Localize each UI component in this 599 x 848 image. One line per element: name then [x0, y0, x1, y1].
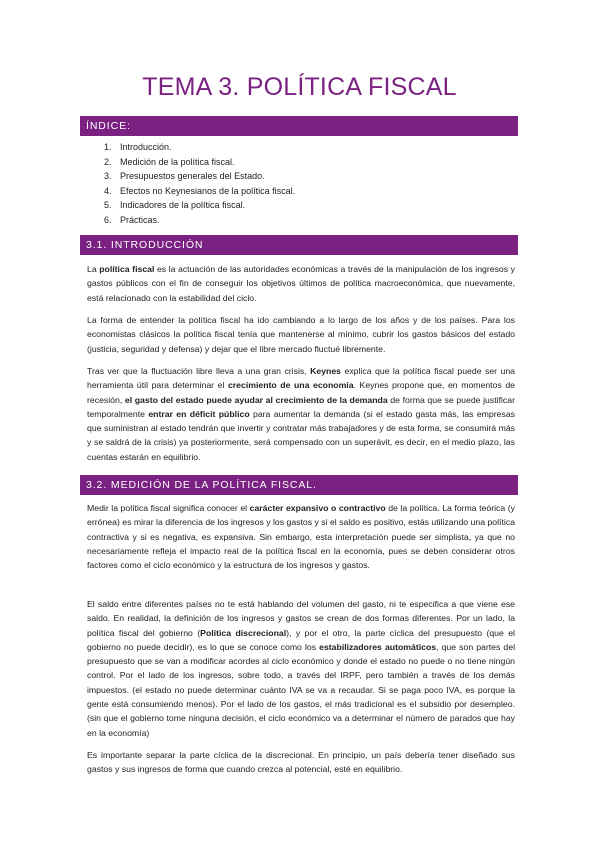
index-item: 4. Efectos no Keynesianos de la política fiscal.	[104, 185, 296, 196]
paragraph-measurement-balance: El saldo entre diferentes países no te está hablando del volumen del gasto, ni te especifica a que viene ese saldo. En realidad, la definición de los ingresos y gastos se crean de dos formas diferentes. Por un lado, la política fiscal del gobierno (Política discrecional), y por el otro, la parte cíclica del presupuesto (que el gobierno no puede decidir), es lo que se conoce como los estabilizadores automáticos, que son partes del presupuesto que se van a modificar acordes al ciclo económico y donde el estado no puede o no tiene ningún control. Por el lado de los ingresos, sobre todo, a través del IRPF, pero también a través de los demás impuestos. (el estado no puede determinar cuánto IVA se va a recaudar. Si se paga poco IVA, es porque la gente está consumiendo menos). Por el lado de los gastos, el más tradicional es el subsidio por desempleo. (sin que el gobierno tome ninguna decisión, el ciclo económico va a determinar el número de parados que hay en la economía)	[87, 599, 515, 738]
index-item: 6. Prácticas.	[104, 214, 160, 225]
paragraph-intro-history: La forma de entender la política fiscal ha ido cambiando a lo largo de los años y de los países. Para los economistas clásicos la política fiscal tenía que mantenerse al mínimo, cubrir los gastos básicos del estado (justicia, seguridad y defensa) y dejar que el libre mercado fluctué libremente.	[87, 315, 515, 354]
index-item: 1. Introducción.	[104, 142, 172, 152]
paragraph-intro-definition: La política fiscal es la actuación de las autoridades económicas a través de la manipulación de los ingresos y gastos públicos con el fin de conseguir los objetivos últimos de política macroeconómica, que nuevamente, está relacionado con la estabilidad del ciclo.	[87, 264, 515, 303]
section-heading-band	[80, 475, 518, 495]
index-heading-band	[80, 116, 518, 136]
index-item: 3. Presupuestos generales del Estado.	[104, 171, 265, 182]
section-heading-measurement: 3.2. MEDICIÓN DE LA POLÍTICA FISCAL.	[86, 479, 317, 491]
section-heading-introduction: 3.1. INTRODUCCIÓN	[86, 239, 204, 251]
index-list	[104, 140, 295, 228]
paragraph-intro-keynes: Tras ver que la fluctuación libre lleva a una gran crisis, Keynes explica que la política fiscal puede ser una herramienta útil para determinar el crecimiento de una economía. Keynes propone que, en momentos de recesión, el gasto del estado puede ayudar al crecimiento de la demanda de forma que se puede justificar temporalmente entrar en déficit público para aumentar la demanda (si el estado gasta más, las empresas que suministran al estado tendrán que invertir y contratar más trabajadores y de esta forma, se consumirá más y se saldrá de la crisis) ya posteriormente, será compensado con un superávit, es decir, en el medio plazo, las cuentas estarán en equilibrio.	[87, 366, 516, 462]
section-heading-band	[80, 235, 518, 255]
page-title: TEMA 3. POLÍTICA FISCAL	[142, 73, 457, 101]
index-heading: ÍNDICE:	[86, 120, 131, 132]
index-item: 2. Medición de la política fiscal.	[104, 156, 235, 167]
index-item: 5. Indicadores de la política fiscal.	[104, 200, 246, 211]
paragraph-measurement-intro: Medir la política fiscal significa conocer el carácter expansivo o contractivo de la política. La forma teórica (y errónea) es mirar la diferencia de los ingresos y los gastos y si el saldo es positivo, estás utilizando una política contractiva y si es negativa, es expansiva. Sin embargo, esta interpretación puede ser simplista, ya que no necesariamente refleja el impacto real de la política fiscal en la economía, pues se deben considerar otros factores como el ciclo económico y la estructura de los ingresos y gastos.	[87, 503, 515, 571]
paragraph-measurement-cyclical: Es importante separar la parte cíclica de la discrecional. En principio, un país debería tener diseñado sus gastos y sus ingresos de forma que cuando crezca al potencial, esté en equilibrio.	[87, 750, 515, 775]
